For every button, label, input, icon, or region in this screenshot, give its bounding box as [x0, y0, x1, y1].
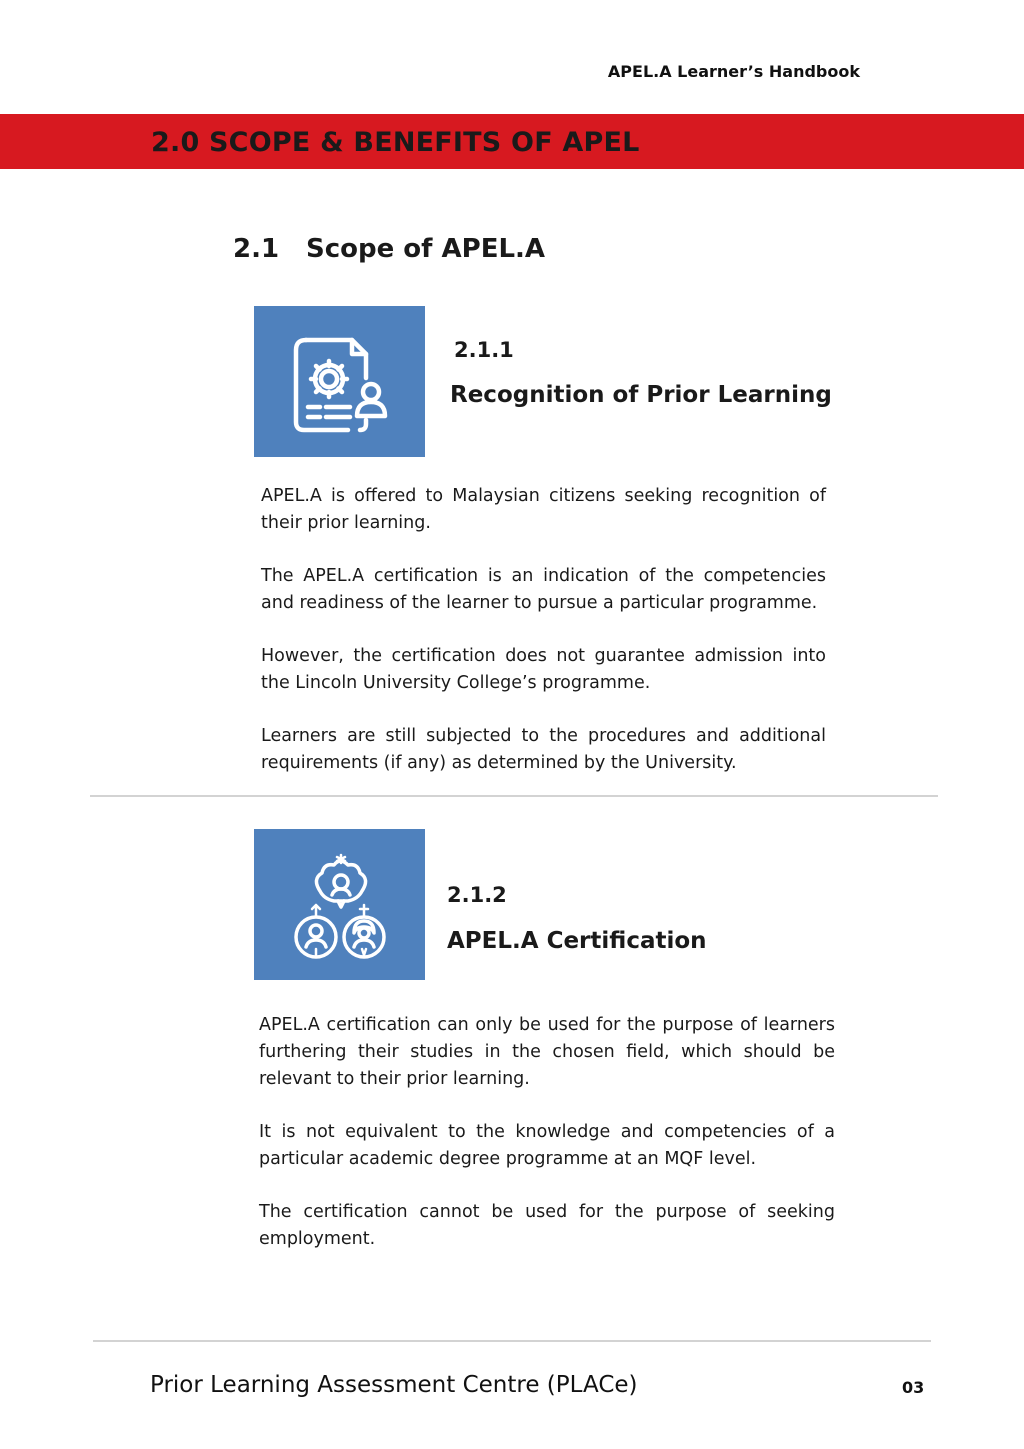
footer-centre-name: Prior Learning Assessment Centre (PLACe): [150, 1372, 638, 1398]
section-number: 2.1: [233, 234, 280, 264]
subsection-number-2-1-1: 2.1.1: [454, 338, 514, 362]
section-title: Scope of APEL.A: [306, 234, 546, 264]
subsection-body-2-1-2: [259, 1012, 835, 1279]
paragraph: However, the certification does not guarantee admission into the Lincoln University College’s programme.: [261, 646, 826, 693]
document-gear-user-icon: [254, 306, 425, 457]
subsection-title-2-1-2: APEL.A Certification: [447, 928, 707, 954]
subsection-number-2-1-2: 2.1.2: [447, 883, 507, 907]
subsection-body-2-1-1: [261, 483, 826, 803]
subsection-title-2-1-1: Recognition of Prior Learning: [450, 382, 832, 408]
paragraph: It is not equivalent to the knowledge and competencies of a particular academic degree programme at an MQF level.: [259, 1122, 835, 1169]
paragraph: The certification cannot be used for the purpose of seeking employment.: [259, 1202, 835, 1249]
chapter-title: 2.0 SCOPE & BENEFITS OF APEL: [151, 127, 640, 158]
paragraph: Learners are still subjected to the procedures and additional requirements (if any) as determined by the University.: [261, 726, 826, 773]
footer-divider: [93, 1340, 931, 1342]
paragraph: APEL.A certification can only be used for the purpose of learners furthering their studies in the chosen field, which should be relevant to their prior learning.: [259, 1015, 835, 1089]
handbook-header-title: APEL.A Learner’s Handbook: [607, 62, 860, 81]
section-divider: [90, 795, 938, 797]
paragraph: APEL.A is offered to Malaysian citizens seeking recognition of their prior learning.: [261, 486, 826, 533]
people-hierarchy-icon: [254, 829, 425, 980]
paragraph: The APEL.A certification is an indication of the competencies and readiness of the learner to pursue a particular programme.: [261, 566, 826, 613]
page-number: 03: [902, 1378, 925, 1397]
